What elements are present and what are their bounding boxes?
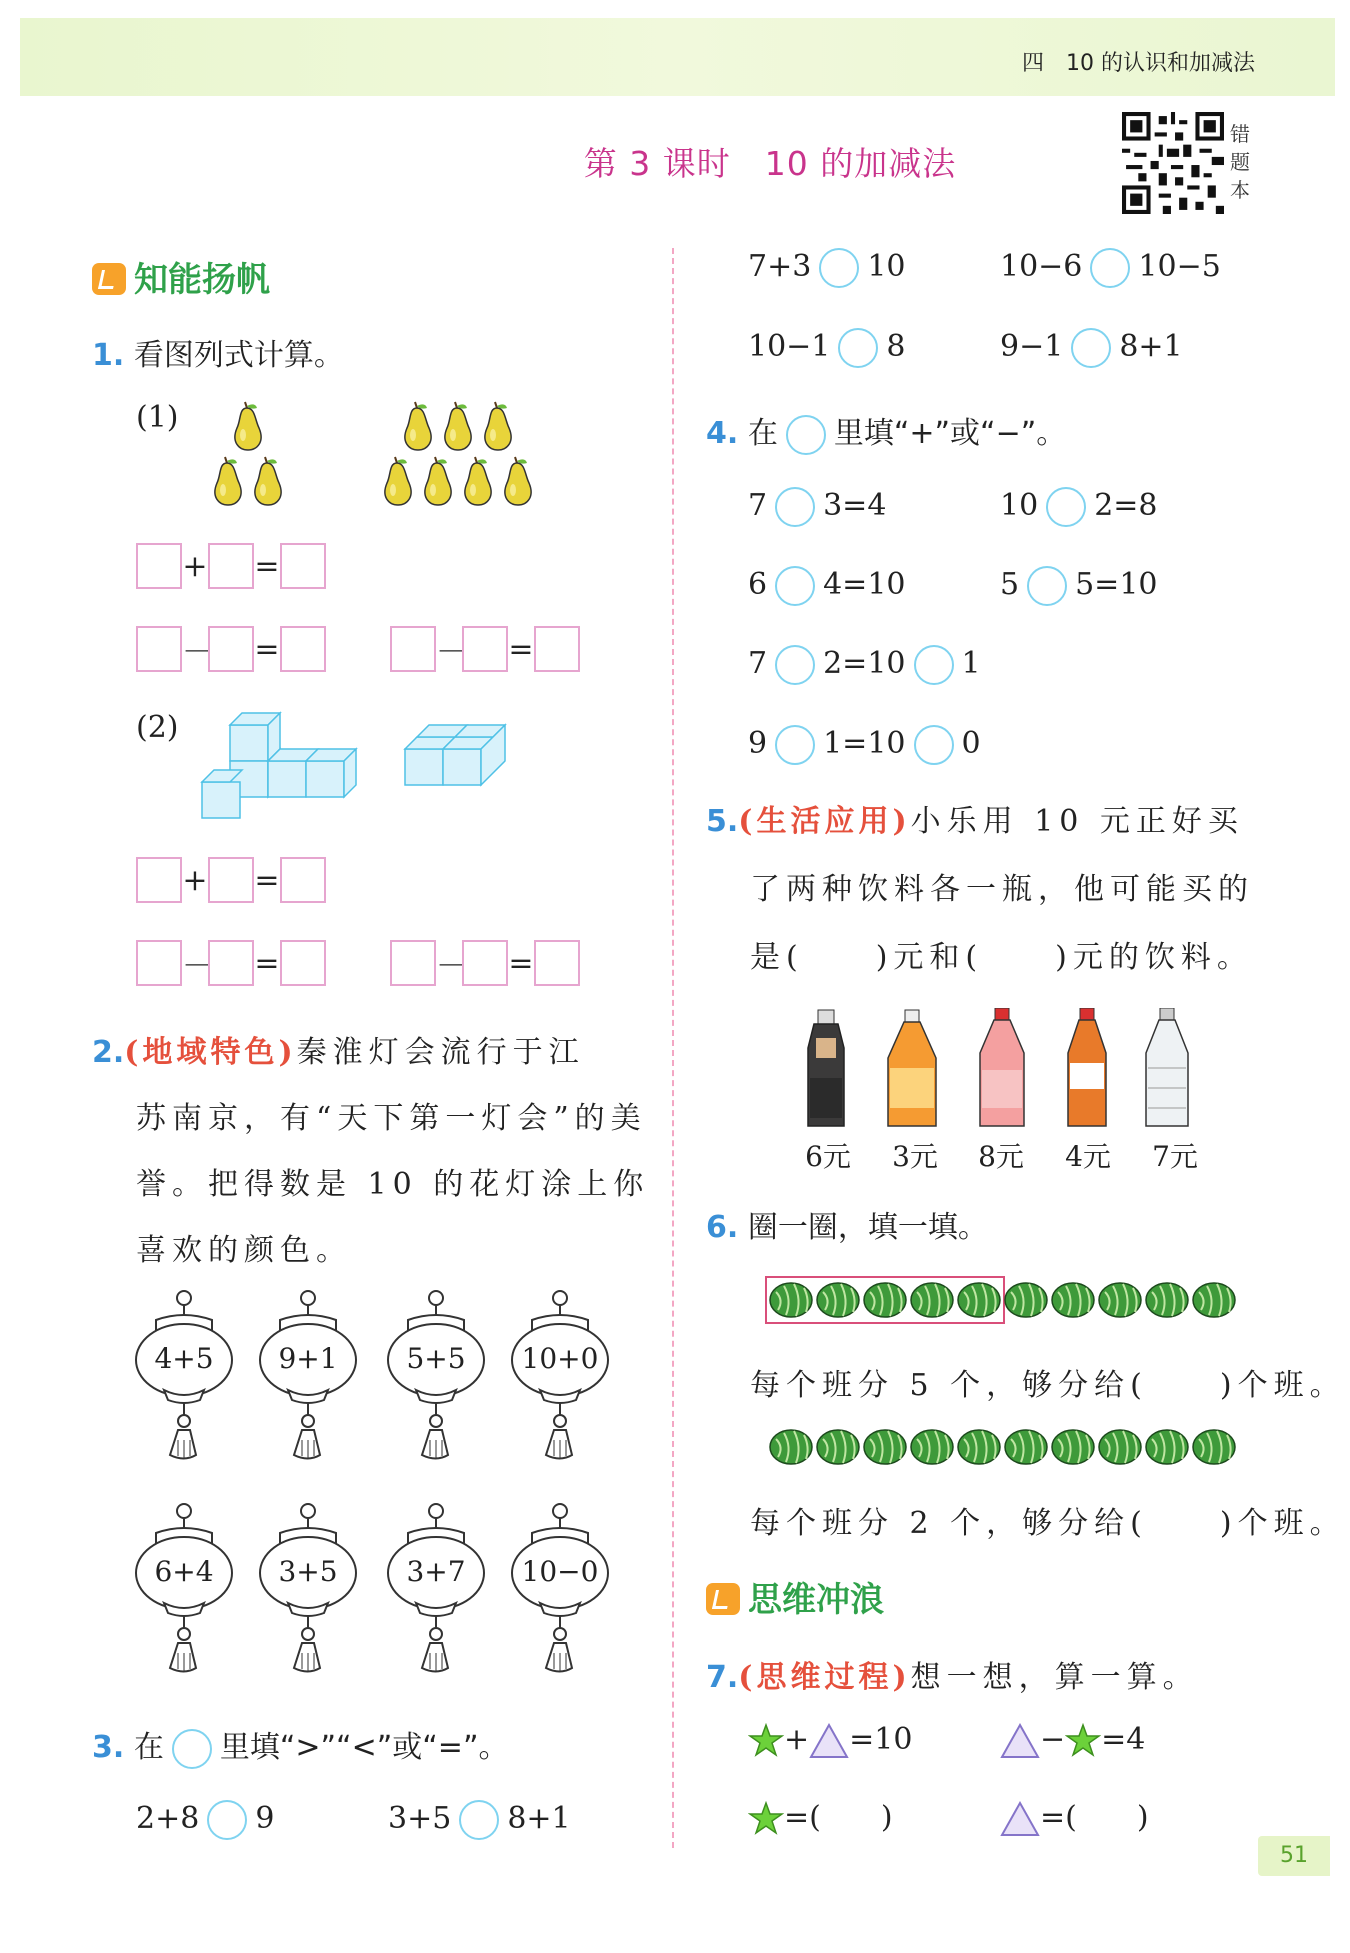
bottle-price: 7元 bbox=[1152, 1140, 1198, 1173]
q6-number: 6. bbox=[706, 1210, 739, 1245]
q4-item bbox=[1000, 487, 1158, 527]
lantern-icon[interactable] bbox=[386, 1290, 486, 1465]
bottle-icon bbox=[808, 1010, 844, 1126]
q7-answer-triangle[interactable] bbox=[1000, 1792, 1149, 1837]
watermelon-icon[interactable] bbox=[1005, 1430, 1047, 1464]
bottle-icon bbox=[1146, 1008, 1188, 1126]
q4-a: 5 bbox=[1000, 567, 1020, 602]
watermelon-icon[interactable] bbox=[911, 1430, 953, 1464]
q4-c: 1 bbox=[961, 646, 981, 681]
q7-number: 7. bbox=[706, 1660, 739, 1695]
q1-number: 1. bbox=[92, 338, 125, 373]
q4-b: 5=10 bbox=[1075, 567, 1158, 602]
triangle-icon bbox=[1000, 1723, 1040, 1759]
answer-circle[interactable] bbox=[775, 487, 815, 527]
bottles-illustration bbox=[800, 1008, 1220, 1133]
q3-right: 8 bbox=[886, 329, 906, 364]
q4-b: 2=10 bbox=[823, 646, 906, 681]
answer-box[interactable] bbox=[534, 940, 580, 986]
q5-text bbox=[706, 788, 1266, 992]
q4-item bbox=[748, 725, 981, 765]
answer-box[interactable] bbox=[280, 543, 326, 589]
q1-p2-sub-equation-b bbox=[390, 940, 580, 986]
q6-line2: 每个班分 2 个，够分给( )个班。 bbox=[750, 1506, 1346, 1541]
melon-row-1 bbox=[764, 1275, 1248, 1325]
q3-left: 3+5 bbox=[388, 1801, 452, 1836]
minus-sign: － bbox=[182, 635, 212, 670]
q7-text: 想一想，算一算。 bbox=[910, 1660, 1199, 1695]
lesson-title: 第 3 课时 10 的加减法 bbox=[583, 144, 957, 183]
answer-circle[interactable] bbox=[459, 1800, 499, 1840]
section-title: 思维冲浪 bbox=[748, 1580, 884, 1620]
q1-p2-add-equation bbox=[136, 857, 326, 903]
plus-sign: + bbox=[182, 862, 208, 898]
q3-left: 7+3 bbox=[748, 249, 812, 284]
watermelon-icon[interactable] bbox=[958, 1430, 1000, 1464]
answer-circle[interactable] bbox=[775, 725, 815, 765]
q4-number: 4. bbox=[706, 416, 739, 451]
answer-box[interactable] bbox=[208, 857, 254, 903]
watermelon-icon[interactable] bbox=[864, 1430, 906, 1464]
lantern-icon[interactable] bbox=[510, 1503, 610, 1678]
minus-sign: － bbox=[436, 949, 466, 984]
q1-p1-sub-equation-b bbox=[390, 626, 580, 672]
q3-item bbox=[136, 1800, 274, 1840]
q3-pre: 在 bbox=[133, 1730, 164, 1765]
triangle-icon bbox=[809, 1723, 849, 1759]
bottle-icon bbox=[1068, 1008, 1106, 1126]
star-icon bbox=[1065, 1723, 1101, 1759]
q7-tag: (思维过程) bbox=[738, 1660, 911, 1695]
q4-a: 9 bbox=[748, 726, 768, 761]
watermelon-icon[interactable] bbox=[1193, 1283, 1235, 1317]
watermelon-icon[interactable] bbox=[958, 1283, 1000, 1317]
watermelon-icon[interactable] bbox=[864, 1283, 906, 1317]
q3-left: 10−1 bbox=[748, 329, 831, 364]
lantern-icon[interactable] bbox=[258, 1503, 358, 1678]
section-heading-zhineng bbox=[92, 252, 270, 301]
watermelon-icon[interactable] bbox=[911, 1283, 953, 1317]
q2-line: 誉。把得数是 10 的花灯涂上你 bbox=[136, 1167, 650, 1202]
q4-item bbox=[748, 645, 981, 685]
q1-title bbox=[92, 330, 344, 374]
lantern-icon[interactable] bbox=[510, 1290, 610, 1465]
watermelon-icon[interactable] bbox=[817, 1430, 859, 1464]
q5-line: 是( )元和( )元的饮料。 bbox=[750, 940, 1253, 975]
q7-title bbox=[706, 1652, 1199, 1696]
q4-a: 7 bbox=[748, 488, 768, 523]
qr-code-icon[interactable] bbox=[1122, 112, 1224, 214]
q4-item bbox=[748, 487, 886, 527]
wave-icon bbox=[706, 1583, 740, 1615]
answer-circle[interactable] bbox=[914, 725, 954, 765]
answer-blank: =( ) bbox=[1040, 1800, 1149, 1835]
q3-item bbox=[1000, 248, 1221, 288]
q3-item bbox=[748, 248, 906, 288]
q4-b: 4=10 bbox=[823, 567, 906, 602]
equals-sign: = bbox=[254, 862, 280, 898]
q4-title bbox=[706, 408, 1066, 455]
answer-box[interactable] bbox=[462, 940, 508, 986]
q6-text: 圈一圈，填一填。 bbox=[747, 1210, 988, 1245]
q3-number: 3. bbox=[92, 1730, 125, 1765]
pear-illustration bbox=[205, 400, 550, 515]
pear-icon bbox=[405, 402, 431, 450]
lantern-expression: 6+4 bbox=[154, 1555, 214, 1588]
answer-box[interactable] bbox=[208, 626, 254, 672]
watermelon-icon[interactable] bbox=[1005, 1283, 1047, 1317]
answer-box[interactable] bbox=[136, 857, 182, 903]
answer-box[interactable] bbox=[136, 626, 182, 672]
watermelon-icon[interactable] bbox=[817, 1283, 859, 1317]
watermelon-icon[interactable] bbox=[1052, 1430, 1094, 1464]
answer-box[interactable] bbox=[390, 626, 436, 672]
watermelon-icon[interactable] bbox=[1146, 1283, 1188, 1317]
q2-line: 喜欢的颜色。 bbox=[136, 1233, 352, 1268]
pear-icon bbox=[215, 457, 241, 505]
column-divider bbox=[672, 248, 674, 1848]
answer-circle[interactable] bbox=[1090, 248, 1130, 288]
q4-pre: 在 bbox=[747, 416, 778, 451]
q3-item bbox=[748, 328, 906, 368]
minus-sign: − bbox=[1040, 1722, 1066, 1757]
q6-title bbox=[706, 1202, 988, 1246]
melon-row-2 bbox=[764, 1422, 1248, 1472]
lantern-expression: 3+7 bbox=[406, 1555, 466, 1588]
page-number: 51 bbox=[1258, 1836, 1330, 1876]
answer-circle[interactable] bbox=[207, 1800, 247, 1840]
pear-icon bbox=[505, 457, 531, 505]
q4-a: 6 bbox=[748, 567, 768, 602]
q1-p2-sub-equation-a bbox=[136, 940, 326, 986]
equals-sign: = bbox=[254, 631, 280, 667]
answer-box[interactable] bbox=[280, 940, 326, 986]
q7-equation-1 bbox=[748, 1722, 912, 1759]
q1-text: 看图列式计算。 bbox=[133, 338, 344, 373]
sample-circle bbox=[786, 415, 826, 455]
plus-sign: + bbox=[182, 548, 208, 584]
pear-icon bbox=[425, 457, 451, 505]
watermelon-icon[interactable] bbox=[1099, 1283, 1141, 1317]
triangle-icon bbox=[1000, 1801, 1040, 1837]
q2-line: 秦淮灯会流行于江 bbox=[296, 1035, 585, 1070]
equals-sign: = bbox=[508, 945, 534, 981]
answer-box[interactable] bbox=[390, 940, 436, 986]
q3-item bbox=[388, 1800, 571, 1840]
lantern-icon[interactable] bbox=[134, 1503, 234, 1678]
q3-post: 里填“>”“<”或“=”。 bbox=[219, 1730, 509, 1765]
answer-box[interactable] bbox=[462, 626, 508, 672]
q4-b: 1=10 bbox=[823, 726, 906, 761]
chapter-title: 四 10 的认识和加减法 bbox=[1022, 51, 1255, 76]
cubes-illustration bbox=[200, 710, 520, 825]
star-icon bbox=[748, 1723, 784, 1759]
pear-icon bbox=[445, 402, 471, 450]
answer-box[interactable] bbox=[280, 857, 326, 903]
q1-part2-label: (2) bbox=[136, 710, 179, 745]
answer-circle[interactable] bbox=[1046, 487, 1086, 527]
q3-right: 10 bbox=[867, 249, 906, 284]
bottle-price: 4元 bbox=[1065, 1140, 1111, 1173]
q5-tag: (生活应用) bbox=[738, 804, 911, 839]
lantern-expression: 10−0 bbox=[521, 1555, 599, 1588]
answer-circle[interactable] bbox=[775, 645, 815, 685]
answer-box[interactable] bbox=[136, 940, 182, 986]
lantern-expression: 4+5 bbox=[154, 1342, 214, 1375]
watermelon-icon[interactable] bbox=[1146, 1430, 1188, 1464]
answer-circle[interactable] bbox=[1027, 566, 1067, 606]
answer-circle[interactable] bbox=[914, 645, 954, 685]
answer-box[interactable] bbox=[280, 626, 326, 672]
answer-circle[interactable] bbox=[838, 328, 878, 368]
q4-c: 0 bbox=[961, 726, 981, 761]
answer-box[interactable] bbox=[208, 543, 254, 589]
q4-item bbox=[748, 566, 906, 606]
q7-equation-2 bbox=[1000, 1722, 1145, 1759]
q5-line: 了两种饮料各一瓶，他可能买的 bbox=[750, 872, 1254, 907]
bottle-icon bbox=[888, 1010, 936, 1126]
section-heading-siwei bbox=[706, 1572, 884, 1621]
answer-circle[interactable] bbox=[1071, 328, 1111, 368]
answer-circle[interactable] bbox=[775, 566, 815, 606]
answer-box[interactable] bbox=[534, 626, 580, 672]
lantern-icon[interactable] bbox=[386, 1503, 486, 1678]
q3-title bbox=[92, 1722, 509, 1769]
bottle-icon bbox=[980, 1008, 1024, 1126]
pear-icon bbox=[235, 402, 261, 450]
q1-p1-add-equation bbox=[136, 543, 326, 589]
lantern-icon[interactable] bbox=[258, 1290, 358, 1465]
watermelon-icon[interactable] bbox=[770, 1283, 812, 1317]
q3-right: 9 bbox=[255, 1801, 275, 1836]
q4-post: 里填“+”或“−”。 bbox=[833, 416, 1067, 451]
sail-icon bbox=[92, 263, 126, 295]
q6-line1: 每个班分 5 个，够分给( )个班。 bbox=[750, 1368, 1346, 1403]
pear-icon bbox=[385, 457, 411, 505]
minus-sign: － bbox=[436, 635, 466, 670]
plus-sign: + bbox=[784, 1722, 810, 1757]
bottle-price: 3元 bbox=[892, 1140, 938, 1173]
q7-eq1-result: =10 bbox=[849, 1722, 913, 1757]
q5-line: 小乐用 10 元正好买 bbox=[910, 804, 1244, 839]
pear-icon bbox=[485, 402, 511, 450]
answer-blank: =( ) bbox=[784, 1800, 893, 1835]
answer-box[interactable] bbox=[136, 543, 182, 589]
pear-icon bbox=[465, 457, 491, 505]
q3-right: 10−5 bbox=[1138, 249, 1221, 284]
section-title: 知能扬帆 bbox=[134, 260, 270, 300]
watermelon-icon[interactable] bbox=[1099, 1430, 1141, 1464]
q3-right: 8+1 bbox=[1119, 329, 1183, 364]
q1-p1-sub-equation-a bbox=[136, 626, 326, 672]
q2-line: 苏南京，有“天下第一灯会”的美 bbox=[136, 1101, 647, 1136]
lantern-icon[interactable] bbox=[134, 1290, 234, 1465]
lantern-expression: 10+0 bbox=[521, 1342, 599, 1375]
sample-circle bbox=[172, 1729, 212, 1769]
equals-sign: = bbox=[254, 548, 280, 584]
q4-a: 7 bbox=[748, 646, 768, 681]
q7-eq2-result: =4 bbox=[1101, 1722, 1146, 1757]
watermelon-icon[interactable] bbox=[770, 1430, 812, 1464]
q5-number: 5. bbox=[706, 804, 739, 839]
q2-number: 2. bbox=[92, 1035, 125, 1070]
q2-text bbox=[92, 1020, 652, 1284]
q1-part1-label: (1) bbox=[136, 400, 179, 435]
q4-b: 3=4 bbox=[823, 488, 887, 523]
q4-b: 2=8 bbox=[1094, 488, 1158, 523]
answer-box[interactable] bbox=[208, 940, 254, 986]
star-icon bbox=[748, 1801, 784, 1837]
watermelon-icon[interactable] bbox=[1193, 1430, 1235, 1464]
answer-circle[interactable] bbox=[819, 248, 859, 288]
q3-left: 2+8 bbox=[136, 1801, 200, 1836]
lantern-expression: 3+5 bbox=[278, 1555, 338, 1588]
equals-sign: = bbox=[254, 945, 280, 981]
q4-a: 10 bbox=[1000, 488, 1039, 523]
q4-item bbox=[1000, 566, 1158, 606]
q3-left: 10−6 bbox=[1000, 249, 1083, 284]
minus-sign: － bbox=[182, 949, 212, 984]
q3-right: 8+1 bbox=[507, 1801, 571, 1836]
q2-tag: (地域特色) bbox=[124, 1035, 297, 1070]
pear-icon bbox=[255, 457, 281, 505]
equals-sign: = bbox=[508, 631, 534, 667]
q7-answer-star[interactable] bbox=[748, 1792, 893, 1837]
q3-item bbox=[1000, 328, 1183, 368]
lantern-expression: 9+1 bbox=[278, 1342, 338, 1375]
watermelon-icon[interactable] bbox=[1052, 1283, 1094, 1317]
lantern-expression: 5+5 bbox=[406, 1342, 466, 1375]
bottle-price: 8元 bbox=[978, 1140, 1024, 1173]
bottle-price: 6元 bbox=[805, 1140, 851, 1173]
q3-left: 9−1 bbox=[1000, 329, 1064, 364]
qr-label: 错题本 bbox=[1230, 122, 1250, 202]
